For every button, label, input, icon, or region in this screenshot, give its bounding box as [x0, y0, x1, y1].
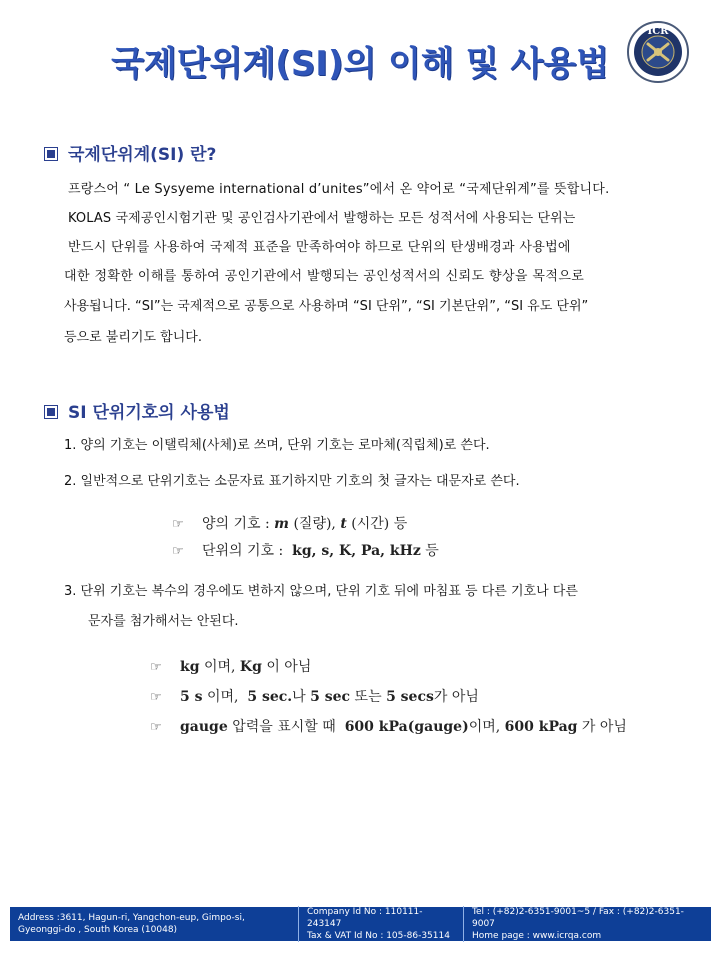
- pointing-hand-icon: ☞: [150, 690, 162, 705]
- rule-1: 1. 양의 기호는 이탤릭체(사체)로 쓰며, 단위 기호는 로마체(직립체)로 쓴다.: [64, 438, 490, 453]
- svg-text:ICR: ICR: [647, 26, 669, 37]
- paragraph-line: 반드시 단위를 사용하여 국제적 표준을 만족하여야 하므로 단위의 탄생배경과 사용법에: [68, 240, 571, 255]
- pointing-hand-icon: ☞: [172, 517, 184, 532]
- pointing-hand-icon: ☞: [150, 660, 162, 675]
- example-kg: ☞ kg 이며, Kg 이 아님: [150, 659, 312, 675]
- paragraph-line: KOLAS 국제공인시험기관 및 공인검사기관에서 발행하는 모든 성적서에 사용되는 단위는: [68, 211, 576, 226]
- paragraph-line: 사용됩니다. “SI”는 국제적으로 공통으로 사용하며 “SI 단위”, “SI 기본단위”, “SI 유도 단위”: [64, 299, 589, 314]
- paragraph-line: 대한 정확한 이해를 통하여 공인기관에서 발행되는 공인성적서의 신뢰도 향상을 목적으로: [64, 269, 585, 284]
- rule-3-continued: 문자를 첨가해서는 안된다.: [88, 614, 239, 629]
- paragraph-line: 프랑스어 “ Le Sysyeme international d’unites”에서 온 약어로 “국제단위계”를 뜻합니다.: [68, 182, 610, 197]
- pointing-hand-icon: ☞: [150, 720, 162, 735]
- footer-contact: Tel : (+82)2-6351-9001~5 / Fax : (+82)2-6351-9007 Home page : www.icrqa.com: [463, 906, 711, 942]
- example-gauge: ☞ gauge 압력을 표시할 때 600 kPa(gauge)이며, 600 kPag 가 아님: [150, 719, 627, 735]
- icr-logo: [626, 20, 690, 84]
- rule-2: 2. 일반적으로 단위기호는 소문자료 표기하지만 기호의 첫 글자는 대문자로 쓴다.: [64, 474, 520, 489]
- paragraph-line: 등으로 불리기도 합니다.: [64, 330, 202, 345]
- page-title: 국제단위계(SI)의 이해 및 사용법: [111, 44, 609, 84]
- pointing-hand-icon: ☞: [172, 544, 184, 559]
- example-seconds: ☞ 5 s 이며, 5 sec.나 5 sec 또는 5 secs가 아님: [150, 689, 479, 705]
- square-bullet-icon: [44, 405, 58, 419]
- example-unit-symbol: ☞ 단위의 기호 : kg, s, K, Pa, kHz 등: [172, 543, 439, 559]
- square-bullet-icon: [44, 147, 58, 161]
- rule-3: 3. 단위 기호는 복수의 경우에도 변하지 않으며, 단위 기호 뒤에 마침표 등 다른 기호나 다른: [64, 584, 578, 599]
- section-heading-si-definition: 국제단위계(SI) 란?: [44, 140, 216, 165]
- footer-bar: [10, 907, 711, 941]
- footer-company-ids: Company Id No : 110111-243147 Tax & VAT Id No : 105-86-35114: [298, 906, 463, 942]
- example-quantity-symbol: ☞ 양의 기호 : m (질량), t (시간) 등: [172, 516, 408, 532]
- section-heading-si-usage: SI 단위기호의 사용법: [44, 398, 230, 423]
- footer-address: Address :3611, Hagun-ri, Yangchon-eup, Gimpo-si, Gyeonggi-do , South Korea (10048): [18, 913, 245, 935]
